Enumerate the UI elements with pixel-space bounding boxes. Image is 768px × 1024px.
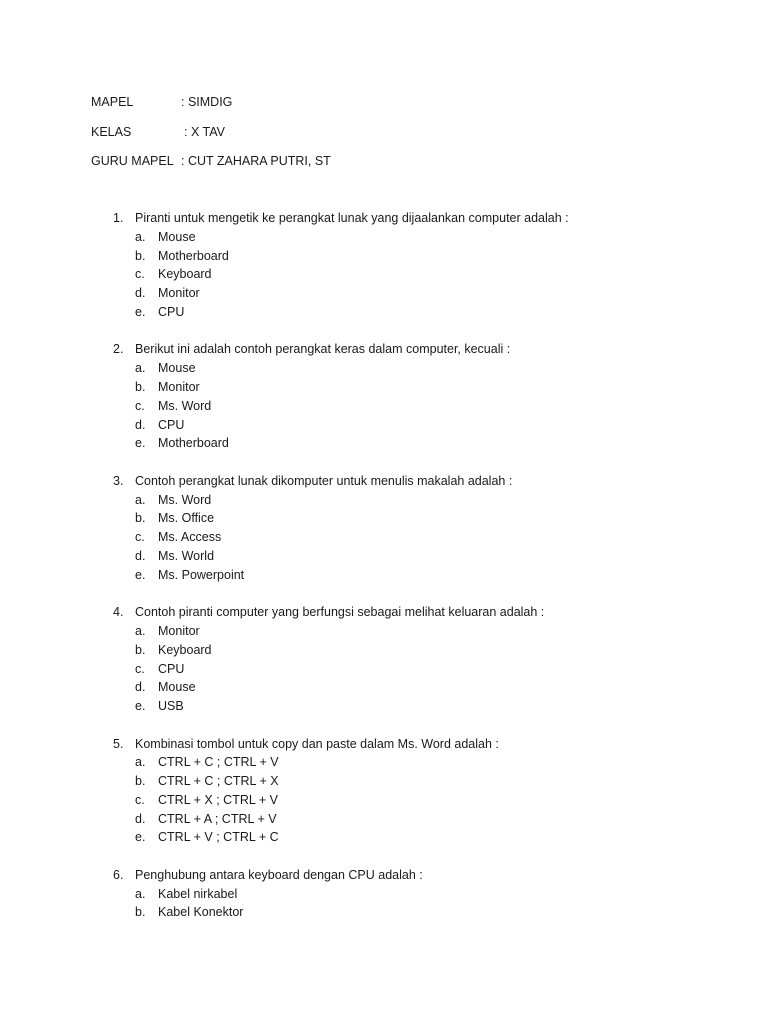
option-text: Mouse: [158, 229, 196, 244]
question-text: Contoh perangkat lunak dikomputer untuk menulis makalah adalah :: [135, 473, 513, 488]
option-item: [113, 528, 713, 547]
option-letter: c.: [135, 792, 145, 807]
option-text: Ms. Office: [158, 511, 215, 526]
option-letter: e.: [135, 567, 146, 582]
option-text: CTRL + X ; CTRL + V: [158, 792, 278, 807]
option-item: [113, 660, 713, 679]
option-item: [113, 397, 713, 416]
option-letter: d.: [135, 548, 146, 563]
option-letter: d.: [135, 680, 146, 695]
option-letter: e.: [135, 830, 146, 845]
document-header: [91, 93, 331, 182]
option-text: Ms. World: [158, 548, 215, 563]
question-text: Contoh piranti computer yang berfungsi sebagai melihat keluaran adalah :: [135, 605, 545, 620]
option-text: CPU: [158, 304, 185, 319]
option-item: [113, 753, 713, 772]
option-letter: c.: [135, 530, 145, 545]
option-letter: d.: [135, 286, 146, 301]
question-2: [113, 340, 713, 453]
option-letter: b.: [135, 379, 146, 394]
option-text: CTRL + A ; CTRL + V: [158, 811, 277, 826]
option-letter: a.: [135, 886, 146, 901]
question-number: 3.: [113, 473, 124, 488]
option-text: Kabel Konektor: [158, 905, 244, 920]
guru-value: : CUT ZAHARA PUTRI, ST: [181, 154, 331, 168]
option-letter: e.: [135, 304, 146, 319]
option-item: [113, 284, 713, 303]
option-text: Mouse: [158, 680, 196, 695]
question-number: 6.: [113, 867, 124, 882]
option-text: CTRL + C ; CTRL + X: [158, 774, 279, 789]
option-item: [113, 434, 713, 453]
option-item: [113, 678, 713, 697]
option-text: Monitor: [158, 379, 200, 394]
question-6: [113, 866, 713, 922]
question-4: [113, 603, 713, 716]
question-text: Penghubung antara keyboard dengan CPU adalah :: [135, 867, 423, 882]
option-text: CPU: [158, 417, 185, 432]
option-text: Ms. Word: [158, 492, 212, 507]
option-letter: c.: [135, 661, 145, 676]
kelas-value: : X TAV: [184, 124, 225, 139]
option-letter: a.: [135, 755, 146, 770]
option-letter: b.: [135, 511, 146, 526]
header-row-guru: [91, 152, 331, 182]
option-text: CTRL + C ; CTRL + V: [158, 755, 279, 770]
option-letter: b.: [135, 248, 146, 263]
option-text: Monitor: [158, 286, 200, 301]
question-row: [113, 340, 713, 359]
question-list: [113, 209, 713, 941]
option-letter: a.: [135, 492, 146, 507]
option-text: Monitor: [158, 623, 200, 638]
option-letter: e.: [135, 699, 146, 714]
option-item: [113, 378, 713, 397]
option-item: [113, 359, 713, 378]
question-number: 2.: [113, 342, 124, 357]
option-item: [113, 303, 713, 322]
option-text: Kabel nirkabel: [158, 886, 238, 901]
option-text: Keyboard: [158, 267, 212, 282]
option-item: [113, 810, 713, 829]
option-text: Ms. Word: [158, 398, 212, 413]
option-letter: d.: [135, 811, 146, 826]
option-text: Ms. Powerpoint: [158, 567, 245, 582]
option-item: [113, 828, 713, 847]
option-item: [113, 509, 713, 528]
question-number: 4.: [113, 605, 124, 620]
option-item: [113, 566, 713, 585]
question-row: [113, 866, 713, 885]
guru-label: GURU MAPEL: [91, 154, 174, 168]
question-number: 5.: [113, 736, 124, 751]
question-row: [113, 209, 713, 228]
option-letter: a.: [135, 623, 146, 638]
question-text: Piranti untuk mengetik ke perangkat lunak yang dijaalankan computer adalah :: [135, 211, 569, 225]
option-item: [113, 416, 713, 435]
question-3: [113, 472, 713, 585]
option-letter: b.: [135, 905, 146, 920]
option-item: [113, 641, 713, 660]
option-text: Keyboard: [158, 642, 212, 657]
option-text: USB: [158, 699, 184, 714]
option-letter: b.: [135, 642, 146, 657]
option-text: Mouse: [158, 361, 196, 376]
option-item: [113, 903, 713, 922]
option-letter: a.: [135, 229, 146, 244]
question-text: Kombinasi tombol untuk copy dan paste dalam Ms. Word adalah :: [135, 736, 499, 751]
option-letter: b.: [135, 774, 146, 789]
option-letter: d.: [135, 417, 146, 432]
question-1: [113, 209, 713, 322]
option-text: Ms. Access: [158, 530, 222, 545]
option-text: CTRL + V ; CTRL + C: [158, 830, 279, 845]
option-item: [113, 885, 713, 904]
option-text: Motherboard: [158, 436, 229, 451]
question-row: [113, 603, 713, 622]
kelas-label: KELAS: [91, 124, 132, 139]
option-text: Motherboard: [158, 248, 229, 263]
option-item: [113, 697, 713, 716]
option-item: [113, 791, 713, 810]
option-letter: c.: [135, 398, 145, 413]
option-item: [113, 228, 713, 247]
option-item: [113, 622, 713, 641]
option-item: [113, 491, 713, 510]
mapel-value: : SIMDIG: [181, 95, 233, 109]
question-5: [113, 735, 713, 848]
option-item: [113, 247, 713, 266]
option-text: CPU: [158, 661, 185, 676]
option-item: [113, 772, 713, 791]
mapel-label: MAPEL: [91, 95, 134, 109]
option-letter: a.: [135, 361, 146, 376]
question-row: [113, 735, 713, 754]
header-row-mapel: [91, 93, 331, 123]
header-row-kelas: [91, 123, 331, 153]
question-text: Berikut ini adalah contoh perangkat keras dalam computer, kecuali :: [135, 342, 511, 357]
question-row: [113, 472, 713, 491]
option-item: [113, 547, 713, 566]
option-letter: c.: [135, 267, 145, 282]
option-letter: e.: [135, 436, 146, 451]
question-number: 1.: [113, 211, 124, 225]
option-item: [113, 265, 713, 284]
